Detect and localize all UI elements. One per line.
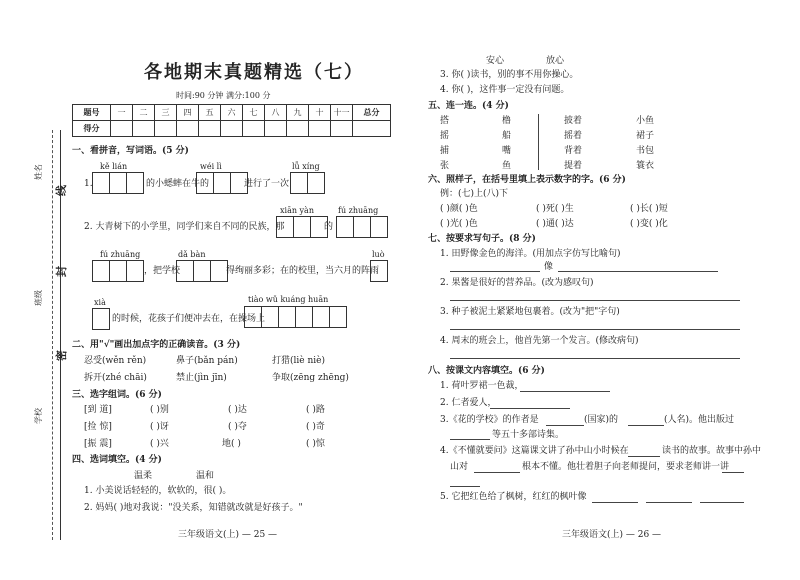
match-item[interactable]: 摇 <box>440 131 450 141</box>
fill-blank[interactable]: ( )长( )短 <box>630 204 668 214</box>
section-5-heading: 五、连一连。(4 分) <box>428 101 509 111</box>
score-cell: 十一 <box>331 105 353 121</box>
pinyin: kě lián <box>100 162 128 171</box>
sentence-text[interactable]: 1. 小美说话轻轻的，软软的，很( )。 <box>84 486 232 496</box>
score-input[interactable] <box>265 121 287 137</box>
match-item[interactable]: 裙子 <box>636 131 655 141</box>
writing-boxes[interactable] <box>276 216 327 238</box>
writing-boxes[interactable] <box>370 260 387 282</box>
match-item[interactable]: 簑衣 <box>636 161 655 171</box>
sentence-text: ，把学校 <box>144 266 181 276</box>
match-item[interactable]: 书包 <box>636 146 655 156</box>
answer-hint: 像 <box>544 262 554 272</box>
fill-blank[interactable]: ( )惊 <box>306 439 325 449</box>
score-cell: 一 <box>111 105 133 121</box>
score-cell: 九 <box>287 105 309 121</box>
question-text: 4. 周末的班会上，他首先第一个发言。(修改病句) <box>440 336 639 346</box>
score-cell: 三 <box>155 105 177 121</box>
writing-boxes[interactable] <box>244 306 346 328</box>
section-2-heading: 二、用"√"画出加点字的正确读音。(3 分) <box>72 340 241 350</box>
question-text: 2. 仁者爱人， <box>440 398 497 408</box>
answer-line[interactable] <box>546 425 584 426</box>
match-item[interactable]: 嘴 <box>502 146 512 156</box>
section-4-heading: 四、选词填空。(4 分) <box>72 455 162 465</box>
page-footer: 三年级语文(上) — 25 — <box>178 530 278 540</box>
answer-line[interactable] <box>450 329 740 330</box>
answer-line[interactable] <box>520 391 610 392</box>
match-item[interactable]: 摇着 <box>564 131 583 141</box>
score-cell: 得分 <box>73 121 111 137</box>
question-text: 1. 田野像金色的海洋。(用加点字仿写比喻句) <box>440 249 621 259</box>
fill-blank[interactable]: ( )达 <box>228 405 247 415</box>
writing-boxes[interactable] <box>290 172 324 194</box>
score-input[interactable] <box>177 121 199 137</box>
question-text: 3. 种子被泥土紧紧地包裹着。(改为"把"字句) <box>440 307 620 317</box>
seal-label: 封 <box>55 266 68 277</box>
writing-boxes[interactable] <box>336 216 387 238</box>
answer-line[interactable] <box>628 456 660 457</box>
answer-line[interactable] <box>722 472 744 473</box>
score-input[interactable] <box>199 121 221 137</box>
score-cell: 二 <box>133 105 155 121</box>
class-label: 班级 <box>34 290 43 306</box>
pinyin: wéi lì <box>200 162 222 171</box>
pinyin: tiào wǔ kuáng huān <box>248 295 329 304</box>
sentence-text: 得绚丽多彩；在的校里，当六月的阵雨 <box>226 266 380 276</box>
reading-choice[interactable]: 打猎(liè niè) <box>272 356 325 366</box>
sentence-text[interactable]: 3. 你( )读书，别的事不用你操心。 <box>440 70 579 80</box>
answer-line[interactable] <box>592 502 638 503</box>
question-text: 山对 <box>450 462 469 472</box>
reading-choice[interactable]: 禁止(jìn jīn) <box>176 373 227 383</box>
word-option: 温柔 <box>134 471 153 481</box>
score-input[interactable] <box>111 121 133 137</box>
match-item[interactable]: 船 <box>502 131 512 141</box>
question-text: 1. 荷叶罗裙一色裁， <box>440 381 524 391</box>
question-text: (国家)的 <box>584 415 619 425</box>
writing-boxes[interactable] <box>92 172 143 194</box>
sentence-text: 2. 大青树下的小学里，同学们来自不同的民族，那 <box>84 222 285 232</box>
exam-info: 时间:90 分钟 满分:100 分 <box>176 91 271 100</box>
question-text: (人名)。他出版过 <box>664 415 735 425</box>
answer-line[interactable] <box>450 439 490 440</box>
char-pair: [到 道] <box>84 405 112 415</box>
word-option: 放心 <box>546 56 565 66</box>
match-item[interactable]: 小鱼 <box>636 116 655 126</box>
pinyin: fú zhuāng <box>100 250 141 259</box>
fill-blank[interactable]: ( )路 <box>306 405 325 415</box>
binding-margin <box>0 0 70 580</box>
score-row-header <box>73 105 391 121</box>
section-7-heading: 七、按要求写句子。(8 分) <box>428 234 536 244</box>
fill-blank[interactable]: ( )光( )色 <box>440 219 478 229</box>
section-8-heading: 八、按课文内容填空。(6 分) <box>428 366 545 376</box>
score-input[interactable] <box>221 121 243 137</box>
answer-line[interactable] <box>450 486 480 487</box>
match-item[interactable]: 橹 <box>502 116 512 126</box>
score-cell: 题号 <box>73 105 111 121</box>
question-text: 2. 果酱是很好的营养品。(改为感叹句) <box>440 278 594 288</box>
char-pair: [振 震] <box>84 439 112 449</box>
sentence-text: 的时候，花孩子们便冲去在，在操场上 <box>112 314 266 324</box>
writing-boxes[interactable] <box>196 172 247 194</box>
sentence-text: 的小蟋蟀在牛的 <box>146 179 210 189</box>
fill-blank[interactable]: ( )夺 <box>228 422 247 432</box>
writing-boxes[interactable] <box>92 308 109 330</box>
score-cell: 八 <box>265 105 287 121</box>
score-cell: 十 <box>309 105 331 121</box>
answer-line[interactable] <box>646 502 692 503</box>
answer-line[interactable] <box>628 425 664 426</box>
page-title: 各地期末真题精选（七） <box>144 62 364 83</box>
binding-dash-line <box>52 130 53 540</box>
school-label: 学校 <box>34 408 43 424</box>
match-item[interactable]: 背着 <box>564 146 583 156</box>
char-pair: [捡 惊] <box>84 422 112 432</box>
answer-line[interactable] <box>450 271 540 272</box>
sentence-text: 的 <box>324 222 334 232</box>
fill-blank[interactable]: 地( ) <box>222 439 241 449</box>
fill-blank[interactable]: ( )颜( )色 <box>440 204 478 214</box>
page-footer: 三年级语文(上) — 26 — <box>562 530 662 540</box>
answer-line[interactable] <box>450 300 740 301</box>
score-input[interactable] <box>287 121 309 137</box>
section-1-heading: 一、看拼音，写词语。(5 分) <box>72 146 189 156</box>
fill-blank[interactable]: ( )讶 <box>150 422 169 432</box>
fill-blank[interactable]: ( )通( )达 <box>536 219 574 229</box>
answer-line[interactable] <box>490 408 570 409</box>
match-item[interactable]: 披着 <box>564 116 583 126</box>
example-text: 例：(七)上(八)下 <box>440 189 509 199</box>
question-text: 4.《不懂就要问》这篇课文讲了孙中山小时候在 <box>440 446 629 456</box>
question-text: 3.《花的学校》的作者是 <box>440 415 539 425</box>
score-cell: 四 <box>177 105 199 121</box>
dense-label: 密 <box>55 350 68 361</box>
section-6-heading: 六、照样子，在括号里填上表示数字的字。(6 分) <box>428 175 626 185</box>
score-cell: 七 <box>243 105 265 121</box>
reading-choice[interactable]: 忍受(wěn rěn) <box>84 356 147 366</box>
fill-blank[interactable]: ( )兴 <box>150 439 169 449</box>
fill-blank[interactable]: ( )变( )化 <box>630 219 668 229</box>
section-3-heading: 三、选字组词。(6 分) <box>72 390 162 400</box>
pinyin: fú zhuāng <box>338 206 379 215</box>
question-text: 读书的故事。故事中孙中 <box>662 446 762 456</box>
reading-choice[interactable]: 鼻子(bǎn pán) <box>176 356 238 366</box>
writing-boxes[interactable] <box>92 260 143 282</box>
score-cell: 五 <box>199 105 221 121</box>
score-cell: 总分 <box>353 105 391 121</box>
name-label: 姓名 <box>34 164 43 180</box>
sentence-text[interactable]: 2. 妈妈( )地对我说："没关系，知错就改就是好孩子。" <box>84 503 303 513</box>
question-text: 5. 它把红色给了枫树，红红的枫叶像 <box>440 492 587 502</box>
match-item[interactable]: 张 <box>440 161 450 171</box>
fill-blank[interactable]: ( )别 <box>150 405 169 415</box>
pinyin: luò <box>372 250 385 259</box>
answer-line[interactable] <box>450 358 740 359</box>
match-item[interactable]: 提着 <box>564 161 583 171</box>
match-item[interactable]: 捕 <box>440 146 450 156</box>
score-row-score <box>73 121 391 137</box>
pinyin: lǚ xíng <box>292 162 320 171</box>
writing-boxes[interactable] <box>176 260 227 282</box>
score-table <box>72 104 391 137</box>
match-divider <box>538 114 539 170</box>
reading-choice[interactable]: 拆开(zhé chāi) <box>84 373 147 383</box>
pinyin: xià <box>94 298 106 307</box>
match-item[interactable]: 搭 <box>440 116 450 126</box>
fill-blank[interactable]: ( )奇 <box>306 422 325 432</box>
score-input[interactable] <box>331 121 353 137</box>
sentence-text[interactable]: 4. 你( )，这件事一定没有问题。 <box>440 85 570 95</box>
q-number: 1. <box>84 179 93 189</box>
word-option: 温和 <box>196 471 215 481</box>
pinyin: xiān yàn <box>280 206 314 215</box>
match-item[interactable]: 鱼 <box>502 161 512 171</box>
word-option: 安心 <box>486 56 505 66</box>
answer-line[interactable] <box>700 502 744 503</box>
pinyin: dǎ bàn <box>178 250 206 259</box>
score-input[interactable] <box>243 121 265 137</box>
fill-blank[interactable]: ( )死( )生 <box>536 204 574 214</box>
answer-line[interactable] <box>558 271 718 272</box>
reading-choice[interactable]: 争取(zēng zhēng) <box>272 373 349 383</box>
score-input[interactable] <box>155 121 177 137</box>
score-input[interactable] <box>309 121 331 137</box>
score-input[interactable] <box>133 121 155 137</box>
score-input[interactable] <box>353 121 391 137</box>
line-label: 线 <box>55 185 68 196</box>
score-cell: 六 <box>221 105 243 121</box>
sentence-text: 进行了一次 <box>244 179 290 189</box>
question-text: 等五十多部诗集。 <box>492 430 565 440</box>
question-text: 根本不懂。他壮着胆子向老师提问，要求老师讲一讲 <box>522 462 730 472</box>
answer-line[interactable] <box>474 472 520 473</box>
